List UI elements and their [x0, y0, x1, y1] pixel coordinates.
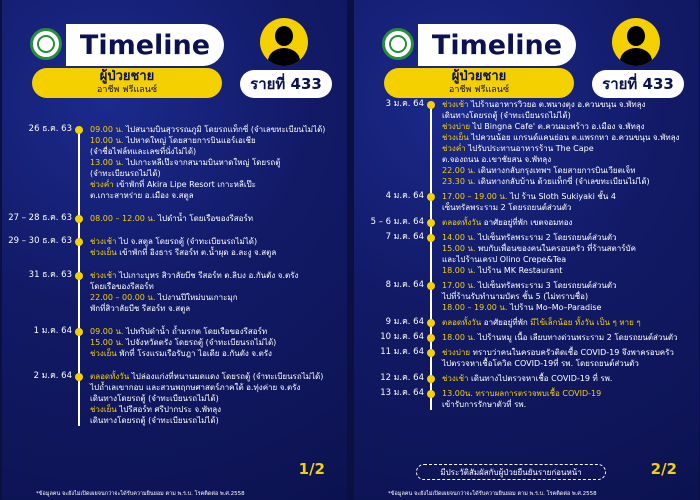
entry-details — [442, 332, 696, 343]
entry-text: เดินทางกลับกรุงเทพฯ โดยสายการบินเวียตเจ็ท — [478, 166, 636, 175]
entry-line — [90, 393, 344, 404]
entry-text: เดินทางโดยรถตู้ (จำทะเบียนรถไม่ได้) — [90, 416, 219, 425]
entry-text: ไปร้านอาหารวิวยอ ต.พนางตุง อ.ควนขนุน จ.พัทลุง — [471, 100, 646, 109]
entry-details — [442, 373, 696, 384]
panel-header — [2, 0, 347, 112]
entry-line — [90, 348, 344, 359]
entry-line — [442, 154, 696, 165]
entry-text: อาศัยอยู่ที่พัก — [483, 318, 531, 327]
entry-line — [442, 99, 696, 110]
entry-text: ไปเซ็นทรัลพระราม 2 โดยรถยนต์ส่วนตัว — [478, 233, 617, 242]
entry-date: 1 ม.ค. 64 — [33, 326, 72, 336]
entry-line — [90, 179, 344, 190]
entry-text: 22.00 – 00.00 น. — [90, 293, 158, 302]
entry-line — [90, 326, 344, 337]
entry-text: ไปเกาะบุหร สิวาลัยบีช รีสอร์ท ต.ลิบง อ.กันตัง จ.ตรัง — [119, 271, 299, 280]
entry-line — [442, 373, 696, 384]
patient-badge — [32, 68, 222, 98]
entry-text: 09.00 น. — [90, 125, 126, 134]
entry-line — [90, 213, 344, 224]
entry-line — [442, 254, 696, 265]
entry-line — [90, 190, 344, 201]
entry-text: พักที่ โรงแรมเรือรับฎา ไอเดีย อ.กันตัง จ.ตรัง — [119, 349, 272, 358]
entry-text: 17.00 น. — [442, 281, 478, 290]
entry-text: เดินทางกลับบ้าน ด้วยแท็กซี่ (จำเลขทะเบียนไม่ได้) — [478, 177, 650, 186]
entry-details — [90, 270, 344, 314]
case-number-badge: รายที่ 433 — [240, 70, 332, 98]
entry-text: ไปจังหวัดตรัง โดยรถตู้ (จำทะเบียนรถไม่ได้) — [126, 338, 277, 347]
entry-text: ไปทริปดำน้ำ ถ้ำมรกต โดยเรือของรีสอร์ท — [126, 327, 268, 336]
department-seal-icon — [30, 28, 62, 60]
entry-text: 23.30 น. — [442, 177, 478, 186]
entry-text: ช่วงเย็น — [90, 349, 120, 358]
entry-text: เข้าพักที่ อิงธาร รีสอร์ท ต.น้ำผุด อ.ละงู จ.สตูล — [119, 248, 277, 257]
entry-text: ไปรีสอร์ท ศรีปากประ จ.พัทลุง — [119, 405, 222, 414]
entry-text: ไปควนน้อย แกรนด์แคนย่อน ต.แพรกหา อ.ควนขนุน จ.พัทลุง — [471, 133, 680, 142]
entry-line — [442, 165, 696, 176]
entry-text: (จำชื่อไฟล์ทและเลขที่นั่งไม่ได้) — [90, 147, 197, 156]
entry-details — [442, 347, 696, 369]
entry-line — [442, 202, 696, 213]
entry-details — [90, 326, 344, 359]
entry-text: 18.00 น. — [442, 333, 478, 342]
entry-line — [90, 270, 344, 281]
entry-line — [442, 191, 696, 202]
entry-text: เดินทางโดยรถตู้ (จำทะเบียนรถไม่ได้) — [90, 394, 219, 403]
entry-text: 13.00น. — [442, 389, 476, 398]
entry-line — [442, 243, 696, 254]
entry-date: 8 ม.ค. 64 — [385, 280, 424, 290]
entry-details — [442, 99, 696, 187]
entry-text: ช่วงเย็น — [90, 248, 120, 257]
entry-date: 5 – 6 ม.ค. 64 — [370, 217, 424, 227]
entry-line — [90, 168, 344, 179]
entry-text: 17.00 – 19.00 น. — [442, 192, 510, 201]
footer-note: *ข้อมูลคน จะยังไม่เปิดเผยจนกว่าจะได้รับความยินยอม ตาม พ.ร.บ. โรคติดต่อ พ.ศ.2558 — [36, 491, 245, 497]
entry-text: ช่วงเช้า — [90, 237, 120, 246]
occupation-label: อาชีพ ฟรีแลนซ์ — [448, 85, 510, 95]
entry-line — [442, 332, 696, 343]
entry-line — [90, 236, 344, 247]
entry-text: ไป จ.สตูล โดยรถตู้ (จำทะเบียนรถไม่ได้) — [119, 237, 258, 246]
entry-details — [442, 217, 696, 228]
entry-text: ไปงานปีใหม่บนเกาะมุก — [158, 293, 238, 302]
entry-text: พักที่สิวาลัยบีช รีสอร์ท จ.สตูล — [90, 304, 191, 313]
entry-line — [90, 157, 344, 168]
entry-line — [442, 388, 696, 399]
entry-line — [442, 347, 696, 358]
patient-badge — [384, 68, 574, 98]
entry-date: 26 ธ.ค. 63 — [28, 124, 72, 134]
patient-label: ผู้ป่วยชาย — [451, 69, 507, 84]
entry-text: ไปสนามบินสุวรรณภูมิ โดยรถแท็กซี่ (จำเลขทะเบียนไม่ได้) — [126, 125, 326, 134]
entry-text: ตลอดทั้งวัน — [442, 218, 484, 227]
entry-text: โดยเรือของรีสอร์ท — [90, 282, 154, 291]
entry-line — [90, 292, 344, 303]
entry-text: ตลอดทั้งวัน — [442, 318, 484, 327]
person-silhouette-icon — [612, 18, 660, 66]
entry-line — [442, 317, 696, 328]
entry-date: 9 ม.ค. 64 — [385, 317, 424, 327]
entry-text: 10.00 น. — [90, 136, 126, 145]
timeline-dot — [427, 319, 435, 327]
entry-date: 3 ม.ค. 64 — [385, 99, 424, 109]
entry-line — [90, 337, 344, 348]
entry-text: ไปที่ร้านรับทำนามบัตร ชั้น 5 (ไม่ทราบชื่อ) — [442, 292, 589, 301]
timeline-dot — [427, 282, 435, 290]
entry-text: ไปดำน้ำ โดยเรือของรีสอร์ท — [158, 214, 254, 223]
entry-text: ช่วงเย็น — [90, 405, 120, 414]
prior-contact-note: มีประวัติสัมผัสกับผู้ป่วยยืนยันรายก่อนหน้า — [416, 464, 606, 480]
entry-text: 15.00 น. — [442, 244, 478, 253]
entry-line — [442, 143, 696, 154]
entry-text: พบกับเพื่อนของคนในครอบครัว ที่ร้านสตาร์บัค — [478, 244, 636, 253]
timeline-axis — [430, 105, 432, 410]
patient-label: ผู้ป่วยชาย — [99, 69, 155, 84]
timeline-dot — [427, 334, 435, 342]
occupation-label: อาชีพ ฟรีแลนซ์ — [96, 85, 158, 95]
entry-line — [442, 358, 696, 369]
entry-text: ไปถ้ำเลเขากอบ และสวนพฤกษศาสตร์ภาคใต้ อ.ทุ่งค่าย จ.ตรัง — [90, 383, 301, 392]
entry-text: 14.00 น. — [442, 233, 478, 242]
entry-line — [442, 176, 696, 187]
entry-details — [90, 124, 344, 201]
timeline-dot — [75, 272, 83, 280]
entry-text: ช่วงเช้า — [442, 100, 472, 109]
entry-text: ไปล่องแก่งที่หนานมดแดง โดยรถตู้ (จำทะเบียนรถไม่ได้) — [131, 372, 324, 381]
entry-text: ช่วงบ่าย — [442, 122, 473, 131]
entry-date: 27 – 28 ธ.ค. 63 — [8, 213, 72, 223]
entry-details — [442, 317, 696, 328]
entry-line — [442, 110, 696, 121]
entry-text: ทราบว่าคนในครอบครัวติดเชื้อ COVID-19 จึงพาครอบครัว — [472, 348, 674, 357]
timeline-dot — [75, 215, 83, 223]
person-silhouette-icon — [260, 18, 308, 66]
entry-text: เข้าพักที่ Akira Lipe Resort เกาะหลีเป๊ะ — [116, 180, 256, 189]
entry-details — [442, 388, 696, 410]
page-title: Timeline — [66, 24, 224, 66]
entry-date: 31 ธ.ค. 63 — [28, 270, 72, 280]
entry-text: เข้ารับการรักษาตัวที่ รพ. — [442, 400, 527, 409]
entry-text: 09.00 น. — [90, 327, 126, 336]
entry-text: อาศัยอยู่ที่พัก เขตจอมทอง — [483, 218, 573, 227]
entry-line — [90, 281, 344, 292]
panel-header — [354, 0, 699, 112]
entry-text: ช่วงเช้า — [90, 271, 120, 280]
entry-line — [442, 302, 696, 313]
timeline-dot — [427, 219, 435, 227]
entry-text: ไปตรวจหาเชื้อโควิด COVID-19ที่ รพ. โดยรถยนต์ส่วนตัว — [442, 359, 639, 368]
entry-line — [90, 371, 344, 382]
timeline-dot — [427, 193, 435, 201]
timeline-dot — [427, 375, 435, 383]
entry-text: ไปร้าน MK Restaurant — [478, 266, 563, 275]
entry-line — [90, 247, 344, 258]
entry-text: และไปร้านเครป Olino Crepe&Tea — [442, 255, 567, 264]
entry-text: มีไข้เล็กน้อย ทั้งวัน เป็น ๆ หาย ๆ — [530, 318, 641, 327]
entry-text: ตลอดทั้งวัน — [90, 372, 132, 381]
entry-text: 22.00 น. — [442, 166, 478, 175]
entry-text: 15.00 น. — [90, 338, 126, 347]
timeline-dot — [427, 101, 435, 109]
entry-line — [442, 280, 696, 291]
entry-line — [442, 399, 696, 410]
entry-text: ไปหาดใหญ่ โดยสายการบินแอร์เอเชีย — [126, 136, 256, 145]
entry-line — [90, 303, 344, 314]
entry-line — [442, 132, 696, 143]
page-title: Timeline — [418, 24, 576, 66]
entry-text: ช่วงค่ำ — [90, 180, 117, 189]
entry-details — [442, 280, 696, 313]
page-indicator: 1/2 — [298, 460, 325, 478]
entry-line — [442, 217, 696, 228]
entry-details — [90, 236, 344, 258]
entry-date: 11 ม.ค. 64 — [380, 347, 424, 357]
entry-text: ต.เกาะสาหร่าย อ.เมือง จ.สตูล — [90, 191, 194, 200]
page-indicator: 2/2 — [650, 460, 677, 478]
entry-text: ช่วงค่ำ — [442, 144, 469, 153]
entry-text: 18.00 – 19.00 น. — [442, 303, 510, 312]
entry-text: ไปรับประทานอาหารร้าน The Cape — [468, 144, 594, 153]
timeline-panel-page-2 — [354, 0, 699, 500]
entry-date: 12 ม.ค. 64 — [380, 373, 424, 383]
entry-details — [90, 213, 344, 224]
timeline-dot — [75, 238, 83, 246]
timeline-dot — [427, 234, 435, 242]
entry-text: ทราบผลการตรวจพบเชื้อ COVID-19 — [475, 389, 602, 398]
entry-date: 4 ม.ค. 64 — [385, 191, 424, 201]
entry-line — [90, 382, 344, 393]
entry-line — [90, 135, 344, 146]
entry-line — [442, 291, 696, 302]
timeline-dot — [75, 328, 83, 336]
entry-text: ไปร้าน Mo–Mo–Paradise — [510, 303, 602, 312]
entry-text: 18.00 น. — [442, 266, 478, 275]
entry-date: 10 ม.ค. 64 — [380, 332, 424, 342]
entry-text: ช่วงบ่าย — [442, 348, 473, 357]
entry-text: ไปเซ็นทรัลพระราม 3 โดยรถยนต์ส่วนตัว — [478, 281, 617, 290]
timeline-panel-page-1 — [2, 0, 347, 500]
entry-text: เดินทางโดยรถตู้ (จำทะเบียนรถไม่ได้) — [442, 111, 571, 120]
entry-text: เดินทางไปตรวจหาเชื้อ COVID-19 ที่ รพ. — [471, 374, 613, 383]
entry-line — [90, 146, 344, 157]
entry-date: 2 ม.ค. 64 — [33, 371, 72, 381]
entry-text: (จำทะเบียนรถไม่ได้) — [90, 169, 161, 178]
entry-line — [90, 415, 344, 426]
timeline-dot — [427, 349, 435, 357]
entry-text: ไป ร้าน Sloth Sukiyaki ชั้น 4 — [510, 192, 616, 201]
footer-note: *ข้อมูลคน จะยังไม่เปิดเผยจนกว่าจะได้รับความยินยอม ตาม พ.ร.บ. โรคติดต่อ พ.ศ.2558 — [388, 491, 597, 497]
entry-details — [442, 191, 696, 213]
entry-line — [90, 124, 344, 135]
entry-text: ไปเกาะหลีเป๊ะจากสนามบินหาดใหญ่ โดยรถตู้ — [126, 158, 281, 167]
entry-text: ไป Bingna Cafe' ต.ควนมะพร้าว อ.เมือง จ.พัทลุง — [472, 122, 645, 131]
entry-text: 13.00 น. — [90, 158, 126, 167]
entry-text: ช่วงเช้า — [442, 374, 472, 383]
entry-text: ต.จองถนน อ.เขาชัยสน จ.พัทลุง — [442, 155, 552, 164]
entry-date: 29 – 30 ธ.ค. 63 — [8, 236, 72, 246]
entry-text: 08.00 – 12.00 น. — [90, 214, 158, 223]
department-seal-icon — [382, 28, 414, 60]
entry-text: ไปร้านหมู เนื้อ เลียบทางด่วนพระราม 2 โดยรถยนต์ส่วนตัว — [478, 333, 678, 342]
entry-line — [442, 121, 696, 132]
entry-text: เซ็นทรัลพระราม 2 โดยรถยนต์ส่วนตัว — [442, 203, 572, 212]
entry-details — [442, 232, 696, 276]
entry-text: ช่วงเย็น — [442, 133, 472, 142]
timeline-dot — [75, 373, 83, 381]
entry-line — [442, 265, 696, 276]
entry-date: 13 ม.ค. 64 — [380, 388, 424, 398]
entry-date: 7 ม.ค. 64 — [385, 232, 424, 242]
entry-details — [90, 371, 344, 426]
entry-line — [442, 232, 696, 243]
timeline-dot — [75, 126, 83, 134]
case-number-badge: รายที่ 433 — [592, 70, 684, 98]
timeline-dot — [427, 390, 435, 398]
entry-line — [90, 404, 344, 415]
